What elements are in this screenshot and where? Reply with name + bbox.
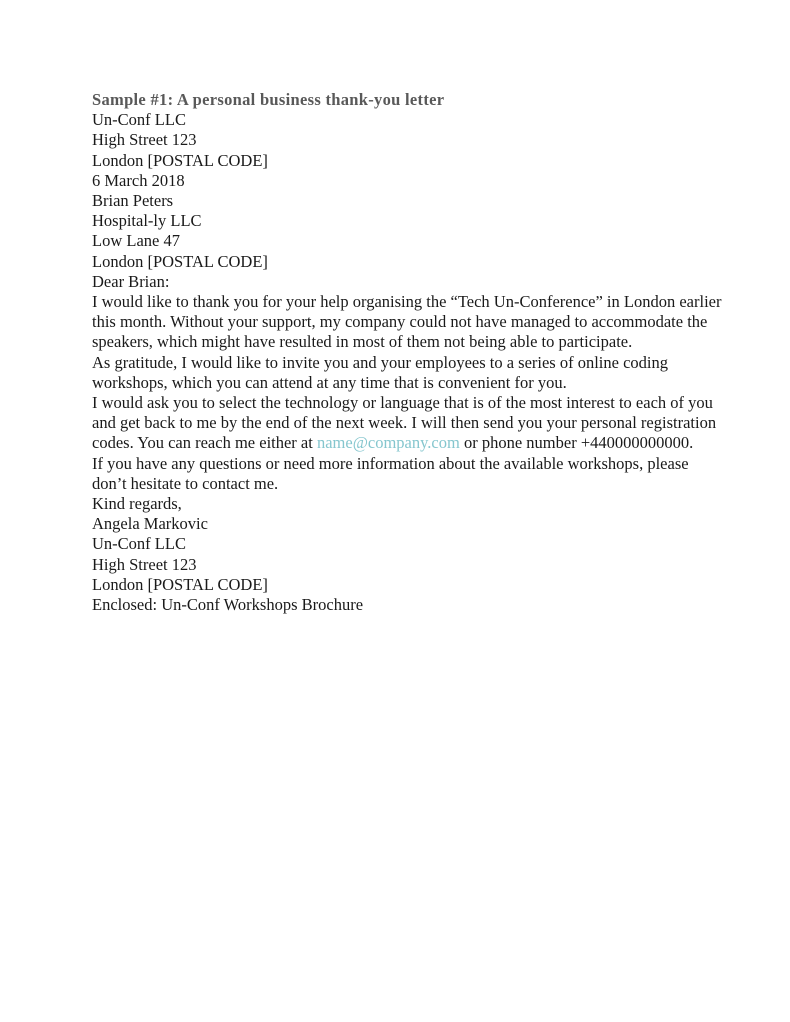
paragraph-invitation: As gratitude, I would like to invite you and your employees to a series of online coding workshops, which you can attend at any time that is convenient for you.	[92, 352, 669, 392]
sender-street-line: High Street 123	[92, 130, 197, 150]
letter-body	[92, 90, 724, 615]
signature-name-line: Angela Markovic	[92, 514, 208, 534]
sender-city-line: London [POSTAL CODE]	[92, 150, 268, 170]
recipient-street-line: Low Lane 47	[92, 231, 180, 251]
sender-company-line: Un-Conf LLC	[92, 110, 186, 130]
paragraph-instructions-text-before: I would ask you to select the technology or language that is of the most interest to each of you and get back to me by the end of the next week. I will then send you your personal registration codes. You can reach me either at	[92, 393, 717, 453]
email-link[interactable]: name@company.com	[316, 433, 460, 453]
recipient-name-line: Brian Peters	[92, 191, 174, 211]
closing: Kind regards,	[92, 494, 182, 514]
signature-street-line: High Street 123	[92, 554, 197, 574]
recipient-city-line: London [POSTAL CODE]	[92, 251, 268, 271]
paragraph-thanks: I would like to thank you for your help organising the “Tech Un-Conference” in London earlier this month. Without your support, my company could not have managed to accommodate the speakers, which might have resulted in most of them not being able to participate.	[92, 292, 722, 352]
enclosure-line: Enclosed: Un-Conf Workshops Brochure	[92, 595, 364, 615]
paragraph-questions: If you have any questions or need more information about the available workshops, please don’t hesitate to contact me.	[92, 453, 689, 493]
paragraph-instructions	[92, 393, 724, 454]
letter-title: Sample #1: A personal business thank-you letter	[92, 90, 445, 109]
recipient-company-line: Hospital-ly LLC	[92, 211, 202, 231]
salutation: Dear Brian:	[92, 271, 170, 291]
letter-date: 6 March 2018	[92, 170, 185, 190]
signature-city-line: London [POSTAL CODE]	[92, 574, 268, 594]
paragraph-instructions-text-after: or phone number +440000000000.	[459, 433, 694, 453]
signature-company-line: Un-Conf LLC	[92, 534, 186, 554]
